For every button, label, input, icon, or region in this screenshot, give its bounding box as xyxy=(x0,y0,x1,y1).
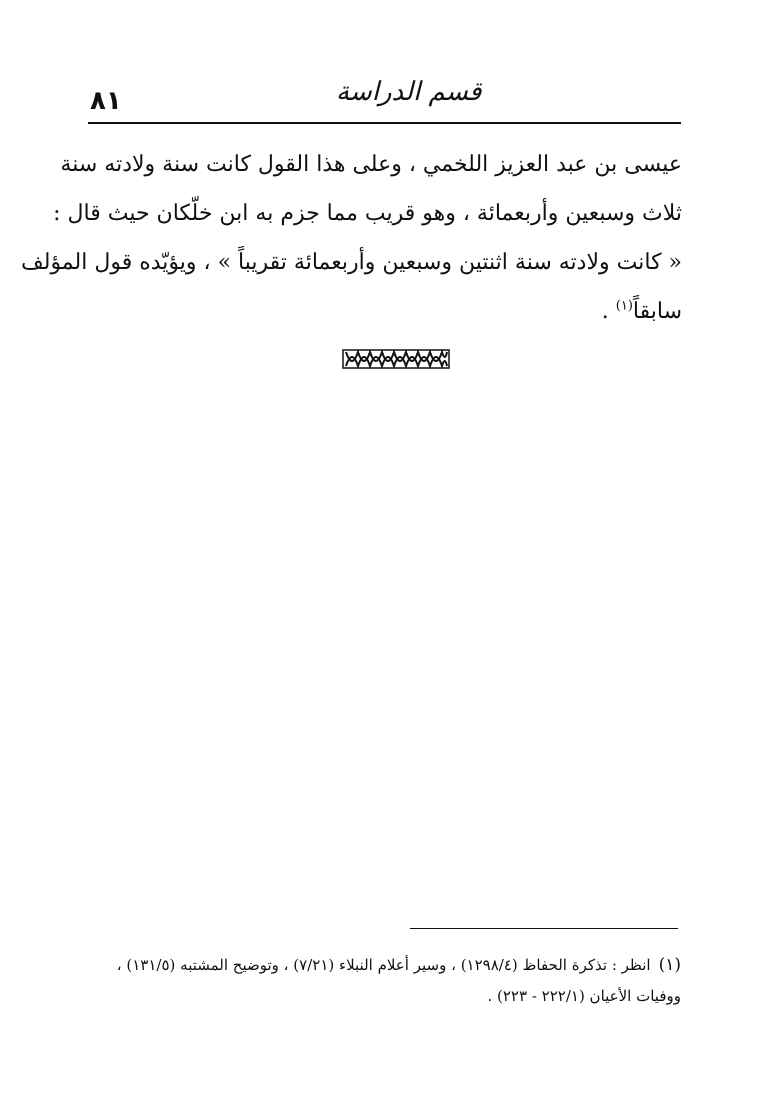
body-line-4 xyxy=(82,287,682,336)
body-line-1: عيسى بن عبد العزيز اللخمي ، وعلى هذا القول كانت سنة ولادته سنة xyxy=(60,152,682,177)
page-number: ٨١ xyxy=(90,86,122,116)
footnote-1 xyxy=(80,950,681,981)
footnotes xyxy=(80,950,681,1012)
header-rule xyxy=(88,122,681,124)
body-line-2: ثلاث وسبعين وأربعمائة ، وهو قريب مما جزم به ابن خلّكان حيث قال : xyxy=(53,201,682,226)
body-closing: . xyxy=(601,299,616,324)
body-paragraph xyxy=(20,140,682,336)
footnote-1-continued: ووفيات الأعيان (٢٢٢/١ - ٢٢٣) . xyxy=(487,987,681,1005)
footnote-reference[interactable]: (١) xyxy=(615,298,633,314)
footnote-separator xyxy=(410,928,678,929)
footnote-marker: (١) xyxy=(658,955,681,975)
footnote-1-text: انظر : تذكرة الحفاظ (١٢٩٨/٤) ، وسير أعلام النبلاء (٧/٢١) ، وتوضيح المشتبه (١٣١/٥) ، xyxy=(116,956,651,974)
ornament-divider-icon xyxy=(342,346,450,372)
body-line-3: « كانت ولادته سنة اثنتين وسبعين وأربعمائة تقريباً » ، ويؤيّده قول المؤلف xyxy=(20,250,682,275)
running-title: قسم الدراسة xyxy=(336,77,482,107)
page-header xyxy=(88,72,681,126)
body-line-4-text: سابقاً xyxy=(632,299,682,324)
